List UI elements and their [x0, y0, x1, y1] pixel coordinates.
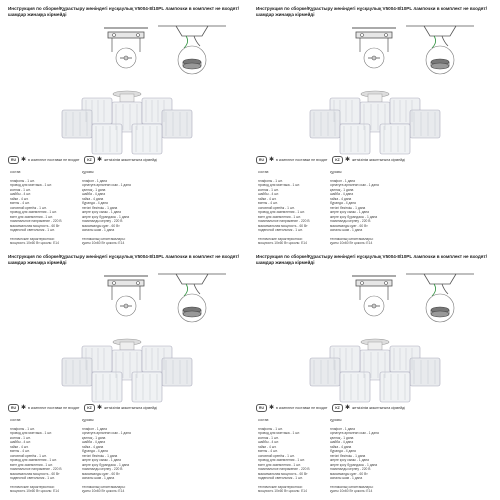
list-item: максималды қуат - 60 Вт	[330, 223, 368, 228]
star-icon: ✱	[21, 157, 27, 164]
list-item: жерге қосу сымы - 1 дана	[82, 458, 121, 462]
list-item: техникалық сипаттамалары:	[330, 236, 374, 241]
list-item: орнатуға арналған сым - 1 дана	[82, 183, 131, 187]
list-item: шайбы - 4 шт.	[258, 192, 279, 196]
wiring-canopy-diagram	[404, 22, 476, 76]
list-item: колпак - 1 шт.	[258, 435, 279, 440]
logo-kz	[332, 156, 405, 164]
list-item: провод для заземления - 1 шт.	[10, 458, 57, 462]
logo-kz-text: жеткізілім жиынтығына кірмейді	[352, 406, 405, 410]
list-item: қуаты 10х60 Вт цоколь: Е14	[82, 489, 125, 493]
list-item: плафоны - 1 шт.	[258, 426, 283, 431]
chandelier-illustration	[48, 332, 206, 408]
list-item: құрамы:	[330, 170, 343, 174]
kz-mark-icon: KZ	[332, 404, 343, 412]
list-item: шайбы - 4 шт.	[10, 440, 31, 444]
list-item: плафоны - 1 шт.	[10, 426, 35, 431]
mounting-bracket-diagram	[94, 270, 156, 320]
list-item: винт для заземления - 1 шт.	[10, 214, 53, 219]
list-item: номинальное напряжение - 220 В	[258, 219, 310, 223]
list-item: номинальное напряжение - 220 В	[10, 467, 62, 471]
list-item: жерге қосу бұрандасы - 1 дана	[330, 214, 378, 219]
list-item: шайба - 4 дана	[330, 440, 354, 444]
list-item: плафон - 1 дана	[330, 426, 356, 431]
list-item: гайки - 4 шт.	[10, 444, 29, 449]
list-item: плафон - 1 дана	[330, 178, 356, 183]
logo-ru-text: в комплект поставки не входят	[28, 158, 80, 162]
mounting-bracket-diagram	[342, 270, 404, 320]
ru-mark-icon: RU	[8, 156, 19, 164]
list-item: гайка - 4 дана	[330, 444, 352, 449]
kazakh-parts-list	[82, 170, 192, 246]
list-item: провод для заземления - 1 шт.	[10, 210, 57, 214]
list-item: жерге қосу бұрандасы - 1 дана	[82, 462, 130, 467]
list-item: технические характеристики:	[10, 236, 55, 241]
mounting-bracket-diagram	[342, 22, 404, 72]
panel-title: Инструкция по сборке/Құрастыру жөніндегі нұсқаулық V5004-8/10PL лампочки в комплект не входят/шамдар жинаққа кірмейді	[256, 254, 487, 265]
list-item: винты - 4 шт.	[10, 201, 30, 205]
logo-kz	[84, 404, 157, 412]
list-item: максималды қуат - 60 Вт	[330, 471, 368, 476]
list-item: колпак - 1 шт.	[10, 187, 31, 192]
mounting-bracket-diagram	[94, 22, 156, 72]
list-item: провод для монтажа - 1 шт.	[10, 183, 52, 187]
list-item: максимальная мощность - 60 Вт	[258, 471, 308, 476]
list-item: провод для заземления - 1 шт.	[258, 210, 305, 214]
logo-ru-text: в комплект поставки не входят	[276, 406, 328, 410]
certification-logos	[256, 404, 494, 414]
list-item: плафон - 1 дана	[82, 178, 108, 183]
list-item: колпак - 1 шт.	[258, 187, 279, 192]
list-item: жерге қосу сымы - 1 дана	[330, 210, 369, 214]
kazakh-parts-list	[330, 170, 440, 246]
chandelier-illustration	[48, 84, 206, 160]
list-item: қуаты 10х60 Вт цоколь: Е14	[330, 241, 373, 245]
list-item: бұранда - 4 дана	[82, 449, 108, 453]
list-item: гайка - 4 дана	[82, 444, 104, 449]
wiring-canopy-diagram	[404, 270, 476, 324]
list-item: құрамы:	[82, 170, 95, 174]
logo-ru	[8, 404, 79, 412]
list-item: основной крепёж - 1 шт.	[258, 453, 295, 458]
list-item: аспалы шам - 1 дана	[82, 228, 115, 232]
list-item: основной крепёж - 1 шт.	[10, 453, 47, 458]
list-item: максимальная мощность - 60 Вт	[10, 223, 60, 228]
list-item: технические характеристики:	[10, 484, 55, 489]
list-item: винт для заземления - 1 шт.	[258, 462, 301, 467]
list-item: мощность 10х60 Вт цоколь: Е14	[10, 489, 59, 493]
certification-logos	[8, 404, 246, 414]
list-item: аспалы шам - 1 дана	[330, 476, 363, 480]
list-item: провод для заземления - 1 шт.	[258, 458, 305, 462]
instruction-panel	[4, 252, 250, 498]
list-item: винт для заземления - 1 шт.	[10, 462, 53, 467]
list-item: негізгі бекіткіш - 1 дана	[330, 205, 366, 210]
list-item: негізгі бекіткіш - 1 дана	[82, 205, 118, 210]
list-item: мощность 10х60 Вт цоколь: Е14	[10, 241, 59, 245]
kazakh-parts-list	[82, 418, 192, 494]
instruction-panel	[252, 252, 498, 498]
list-item: жерге қосу сымы - 1 дана	[82, 210, 121, 214]
certification-logos	[256, 156, 494, 166]
list-item: негізгі бекіткіш - 1 дана	[330, 453, 366, 458]
star-icon: ✱	[269, 405, 275, 412]
wiring-canopy-diagram	[156, 22, 228, 76]
logo-ru-text: в комплект поставки не входят	[276, 158, 328, 162]
list-item: шайба - 4 дана	[330, 192, 354, 196]
list-item: состав:	[10, 418, 22, 422]
list-item: технические характеристики:	[258, 236, 303, 241]
panel-title: Инструкция по сборке/Құрастыру жөніндегі нұсқаулық V5004-8/10PL лампочки в комплект не входят/шамдар жинаққа кірмейді	[8, 6, 239, 17]
list-item: аспалы шам - 1 дана	[330, 228, 363, 232]
logo-kz	[84, 156, 157, 164]
logo-ru	[256, 156, 327, 164]
list-item: провод для монтажа - 1 шт.	[258, 183, 300, 187]
certification-logos	[8, 156, 246, 166]
list-item: қуаты 10х60 Вт цоколь: Е14	[82, 241, 125, 245]
list-item: состав:	[258, 418, 270, 422]
list-item: номинальное напряжение - 220 В	[10, 219, 62, 223]
list-item: гайки - 4 шт.	[258, 444, 277, 449]
list-item: құрамы:	[330, 418, 343, 422]
list-item: орнатуға арналған сым - 1 дана	[82, 431, 131, 435]
list-item: состав:	[10, 170, 22, 174]
list-item: бұранда - 4 дана	[330, 449, 356, 453]
kz-mark-icon: KZ	[332, 156, 343, 164]
list-item: негізгі бекіткіш - 1 дана	[82, 453, 118, 458]
list-item: подвесной светильник - 1 шт.	[258, 228, 303, 232]
list-item: шайбы - 4 шт.	[258, 440, 279, 444]
wiring-canopy-diagram	[156, 270, 228, 324]
list-item: гайка - 4 дана	[330, 196, 352, 201]
list-item: подвесной светильник - 1 шт.	[10, 476, 55, 480]
list-item: қалпақ - 1 дана	[330, 435, 354, 440]
logo-ru-text: в комплект поставки не входят	[28, 406, 80, 410]
list-item: шайбы - 4 шт.	[10, 192, 31, 196]
list-item: технические характеристики:	[258, 484, 303, 489]
list-item: состав:	[258, 170, 270, 174]
list-item: қуаты 10х60 Вт цоколь: Е14	[330, 489, 373, 493]
list-item: провод для монтажа - 1 шт.	[258, 431, 300, 435]
list-item: основной крепёж - 1 шт.	[258, 205, 295, 210]
star-icon: ✱	[21, 405, 27, 412]
logo-kz	[332, 404, 405, 412]
instruction-panel	[4, 4, 250, 250]
ru-mark-icon: RU	[8, 404, 19, 412]
list-item: техникалық сипаттамалары:	[82, 484, 126, 489]
list-item: винт для заземления - 1 шт.	[258, 214, 301, 219]
panel-title: Инструкция по сборке/Құрастыру жөніндегі нұсқаулық V5004-8/10PL лампочки в комплект не входят/шамдар жинаққа кірмейді	[8, 254, 239, 265]
list-item: провод для монтажа - 1 шт.	[10, 431, 52, 435]
list-item: основной крепёж - 1 шт.	[10, 205, 47, 210]
list-item: шайба - 4 дана	[82, 440, 106, 444]
kz-mark-icon: KZ	[84, 156, 95, 164]
star-icon: ✱	[345, 157, 351, 164]
list-item: винты - 4 шт.	[10, 449, 30, 453]
star-icon: ✱	[97, 157, 103, 164]
list-item: плафон - 1 дана	[82, 426, 108, 431]
list-item: винты - 4 шт.	[258, 449, 278, 453]
panel-title: Инструкция по сборке/Құрастыру жөніндегі нұсқаулық V5004-8/10PL лампочки в комплект не входят/шамдар жинаққа кірмейді	[256, 6, 487, 17]
logo-ru	[8, 156, 79, 164]
list-item: номиналды кернеу - 220 В	[82, 467, 123, 471]
list-item: қалпақ - 1 дана	[82, 435, 106, 440]
instruction-panel	[252, 4, 498, 250]
list-item: подвесной светильник - 1 шт.	[10, 228, 55, 232]
list-item: жерге қосу сымы - 1 дана	[330, 458, 369, 462]
star-icon: ✱	[97, 405, 103, 412]
list-item: құрамы:	[82, 418, 95, 422]
list-item: қалпақ - 1 дана	[82, 187, 106, 192]
list-item: гайки - 4 шт.	[10, 196, 29, 201]
chandelier-illustration	[296, 84, 454, 160]
list-item: максималды қуат - 60 Вт	[82, 471, 120, 476]
list-item: бұранда - 4 дана	[82, 201, 108, 205]
list-item: номиналды кернеу - 220 В	[330, 467, 371, 471]
list-item: мощность 10х60 Вт цоколь: Е14	[258, 489, 307, 493]
ru-mark-icon: RU	[256, 156, 267, 164]
star-icon: ✱	[269, 157, 275, 164]
kazakh-parts-list	[330, 418, 440, 494]
list-item: мощность 10х60 Вт цоколь: Е14	[258, 241, 307, 245]
list-item: винты - 4 шт.	[258, 201, 278, 205]
logo-kz-text: жеткізілім жиынтығына кірмейді	[104, 406, 157, 410]
list-item: техникалық сипаттамалары:	[82, 236, 126, 241]
logo-ru	[256, 404, 327, 412]
list-item: шайба - 4 дана	[82, 192, 106, 196]
list-item: максимальная мощность - 60 Вт	[258, 223, 308, 228]
ru-mark-icon: RU	[256, 404, 267, 412]
list-item: аспалы шам - 1 дана	[82, 476, 115, 480]
list-item: гайка - 4 дана	[82, 196, 104, 201]
logo-kz-text: жеткізілім жиынтығына кірмейді	[352, 158, 405, 162]
list-item: бұранда - 4 дана	[330, 201, 356, 205]
chandelier-illustration	[296, 332, 454, 408]
list-item: жерге қосу бұрандасы - 1 дана	[330, 462, 378, 467]
list-item: номиналды кернеу - 220 В	[82, 219, 123, 223]
kz-mark-icon: KZ	[84, 404, 95, 412]
list-item: номиналды кернеу - 220 В	[330, 219, 371, 223]
list-item: плафоны - 1 шт.	[10, 178, 35, 183]
list-item: орнатуға арналған сым - 1 дана	[330, 431, 379, 435]
list-item: подвесной светильник - 1 шт.	[258, 476, 303, 480]
logo-kz-text: жеткізілім жиынтығына кірмейді	[104, 158, 157, 162]
list-item: колпак - 1 шт.	[10, 435, 31, 440]
list-item: плафоны - 1 шт.	[258, 178, 283, 183]
list-item: қалпақ - 1 дана	[330, 187, 354, 192]
list-item: техникалық сипаттамалары:	[330, 484, 374, 489]
list-item: орнатуға арналған сым - 1 дана	[330, 183, 379, 187]
list-item: максималды қуат - 60 Вт	[82, 223, 120, 228]
list-item: гайки - 4 шт.	[258, 196, 277, 201]
list-item: максимальная мощность - 60 Вт	[10, 471, 60, 476]
star-icon: ✱	[345, 405, 351, 412]
list-item: номинальное напряжение - 220 В	[258, 467, 310, 471]
list-item: жерге қосу бұрандасы - 1 дана	[82, 214, 130, 219]
